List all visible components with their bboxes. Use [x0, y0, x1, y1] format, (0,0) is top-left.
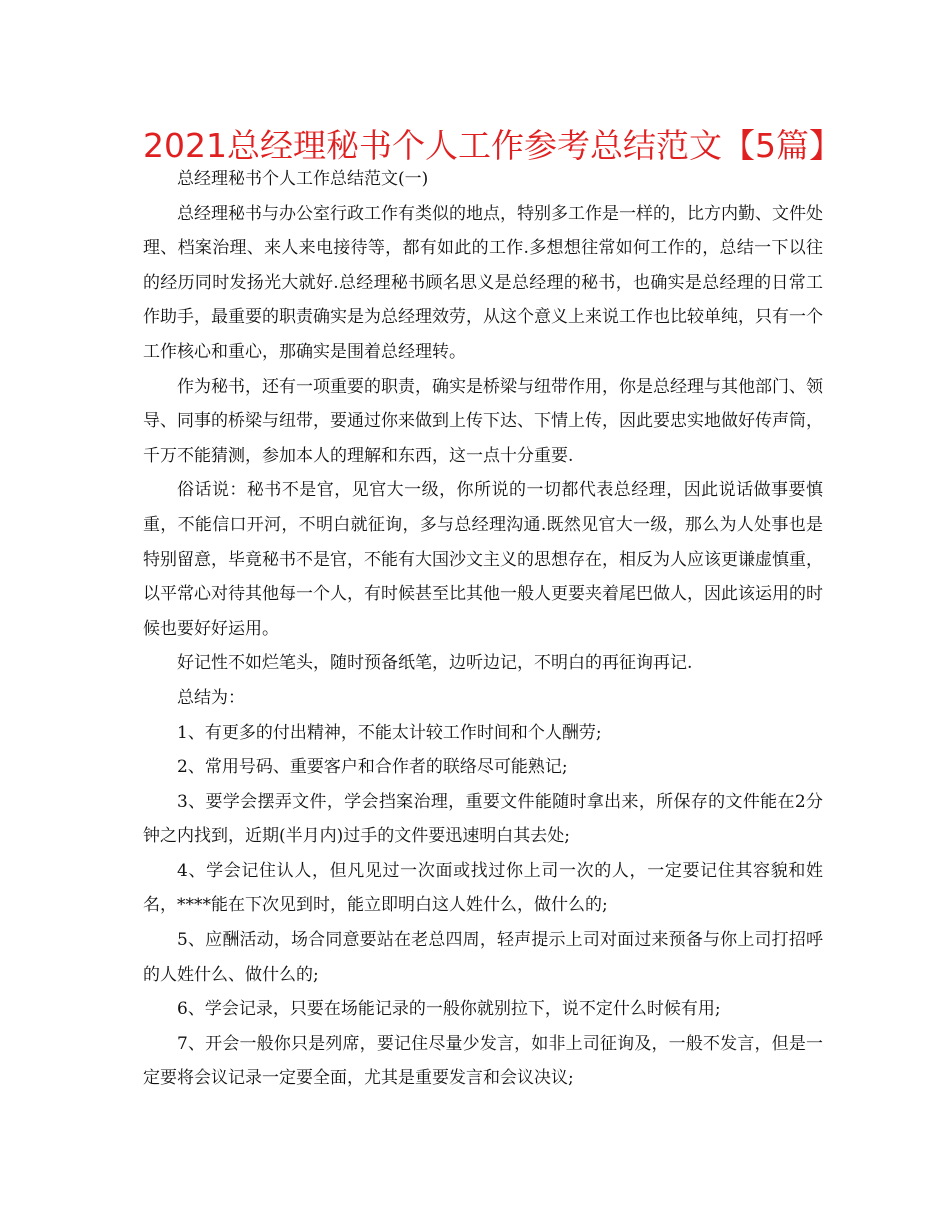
paragraph: 好记性不如烂笔头，随时预备纸笔，边听边记，不明白的再征询再记.	[177, 653, 693, 674]
paragraph: 俗话说：秘书不是官，见官大一级，你所说的一切都代表总经理，因此说话做事要慎重，不能信口开河，不明白就征询，多与总经理沟通.既然见官大一级，那么为人处事也是特别留意，毕竟秘书不是官，不能有大国沙文主义的思想存在，相反为人应该更谦虚慎重，以平常心对待其他每一个人，有时候甚至比其他一般人更要夹着尾巴做人，因此该运用的时候也要好好运用。	[143, 480, 823, 639]
list-item: 6、学会记录，只要在场能记录的一般你就别拉下，说不定什么时候有用;	[177, 999, 721, 1020]
list-item: 4、学会记住认人，但凡见过一次面或找过你上司一次的人，一定要记住其容貌和姓名，****能在下次见到时，能立即明白这人姓什么，做什么的;	[143, 860, 823, 916]
list-item: 1、有更多的付出精神，不能太计较工作时间和个人酬劳;	[177, 722, 602, 743]
list-item: 3、要学会摆弄文件，学会挡案治理，重要文件能随时拿出来，所保存的文件能在2分钟之内找到，近期(半月内)过手的文件要迅速明白其去处;	[143, 791, 823, 847]
document-title: 2021总经理秘书个人工作参考总结范文【5篇】	[143, 126, 842, 165]
summary-label: 总结为：	[177, 687, 245, 708]
list-item: 7、开会一般你只是列席，要记住尽量少发言，如非上司征询及，一般不发言，但是一定要将会议记录一定要全面，尤其是重要发言和会议决议;	[143, 1033, 823, 1089]
document-body	[143, 162, 823, 1096]
paragraph: 总经理秘书与办公室行政工作有类似的地点，特别多工作是一样的，比方内勤、文件处理、档案治理、来人来电接待等，都有如此的工作.多想想往常如何工作的，总结一下以往的经历同时发扬光大就好.总经理秘书顾名思义是总经理的秘书，也确实是总经理的日常工作助手，最重要的职责确实是为总经理效劳，从这个意义上来说工作也比较单纯，只有一个工作核心和重心，那确实是围着总经理转。	[143, 203, 823, 362]
section-heading: 总经理秘书个人工作总结范文(一)	[177, 169, 429, 189]
list-item: 5、应酬活动，场合同意要站在老总四周，轻声提示上司对面过来预备与你上司打招呼的人姓什么、做什么的;	[143, 930, 823, 985]
list-item: 2、常用号码、重要客户和合作者的联络尽可能熟记;	[177, 757, 568, 778]
paragraph: 作为秘书，还有一项重要的职责，确实是桥梁与纽带作用，你是总经理与其他部门、领导、同事的桥梁与纽带，要通过你来做到上传下达、下情上传，因此要忠实地做好传声筒，千万不能猜测，参加本人的理解和东西，这一点十分重要.	[143, 376, 823, 466]
